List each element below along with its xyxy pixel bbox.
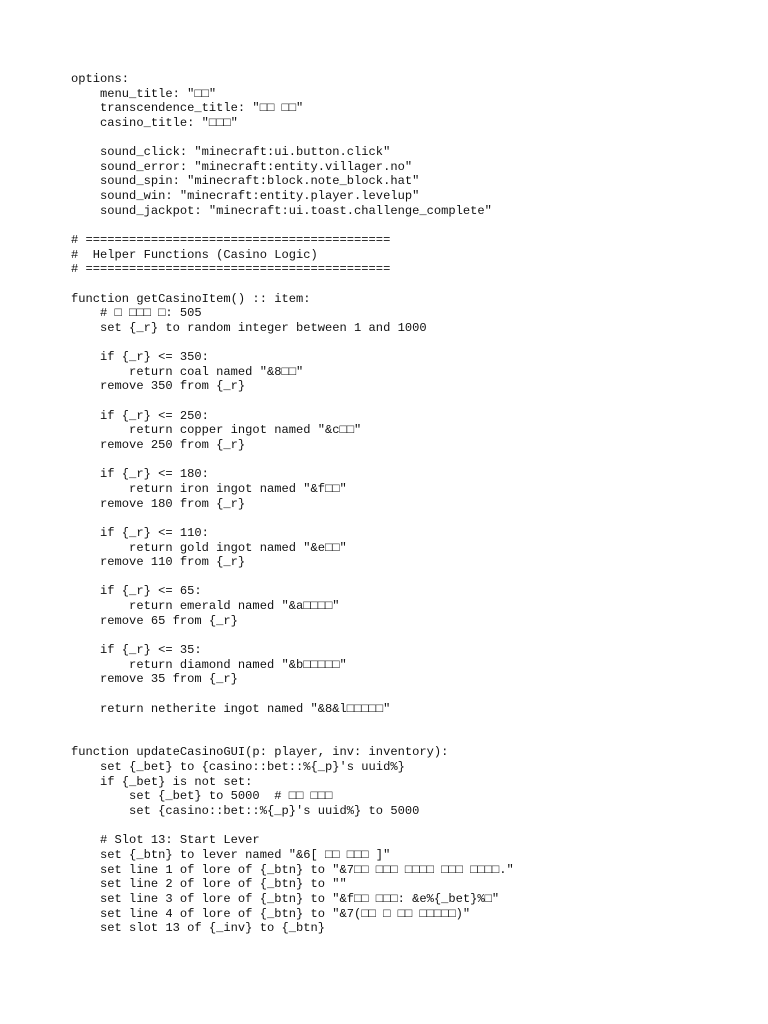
code-line: remove 350 from {_r} xyxy=(71,379,246,394)
code-line: # Slot 13: Start Lever xyxy=(71,833,260,848)
code-line: return coal named "&8□□" xyxy=(71,364,304,379)
code-line: set line 3 of lore of {_btn} to "&f□□ □□□: &e%{_bet}%□" xyxy=(71,891,500,906)
code-line: # ========================================== xyxy=(71,262,391,277)
code-line: if {_r} <= 65: xyxy=(71,584,202,599)
code-line: if {_r} <= 110: xyxy=(71,525,209,540)
code-line: if {_r} <= 250: xyxy=(71,408,209,423)
code-line xyxy=(71,394,514,409)
code-line: remove 65 from {_r} xyxy=(71,613,238,628)
code-line: # □ □□□ □: 505 xyxy=(71,306,202,321)
code-line: set {_r} to random integer between 1 and 1000 xyxy=(71,320,427,335)
code-line xyxy=(71,511,514,526)
code-line: function getCasinoItem() :: item: xyxy=(71,291,311,306)
code-line: sound_spin: "minecraft:block.note_block.hat" xyxy=(71,174,420,189)
code-line: set {_bet} to 5000 # □□ □□□ xyxy=(71,789,333,804)
code-line: set {_btn} to lever named "&6[ □□ □□□ ]" xyxy=(71,847,391,862)
code-line: sound_jackpot: "minecraft:ui.toast.challenge_complete" xyxy=(71,203,492,218)
code-line: transcendence_title: "□□ □□" xyxy=(71,101,304,116)
code-line xyxy=(71,131,514,146)
code-line: set {_bet} to {casino::bet::%{_p}'s uuid%} xyxy=(71,760,405,775)
code-line: return copper ingot named "&c□□" xyxy=(71,423,362,438)
code-line: set {casino::bet::%{_p}'s uuid%} to 5000 xyxy=(71,804,420,819)
code-line xyxy=(71,218,514,233)
code-line: return emerald named "&a□□□□" xyxy=(71,599,340,614)
code-line: remove 180 from {_r} xyxy=(71,496,246,511)
code-line: set slot 13 of {_inv} to {_btn} xyxy=(71,921,326,936)
code-line: set line 2 of lore of {_btn} to "" xyxy=(71,877,347,892)
code-line: remove 35 from {_r} xyxy=(71,672,238,687)
code-line: if {_r} <= 350: xyxy=(71,350,209,365)
code-line xyxy=(71,731,514,746)
code-line: # ========================================== xyxy=(71,233,391,248)
code-listing xyxy=(71,72,514,936)
code-line: return netherite ingot named "&8&l□□□□□" xyxy=(71,701,391,716)
code-line: function updateCasinoGUI(p: player, inv: inventory): xyxy=(71,745,449,760)
code-line: return diamond named "&b□□□□□" xyxy=(71,657,347,672)
code-line: if {_r} <= 180: xyxy=(71,467,209,482)
code-line xyxy=(71,819,514,834)
code-line xyxy=(71,453,514,468)
code-line: if {_r} <= 35: xyxy=(71,642,202,657)
code-line: menu_title: "□□" xyxy=(71,86,217,101)
code-line xyxy=(71,687,514,702)
code-line xyxy=(71,628,514,643)
code-line: return iron ingot named "&f□□" xyxy=(71,481,347,496)
code-line: return gold ingot named "&e□□" xyxy=(71,540,347,555)
code-line: if {_bet} is not set: xyxy=(71,774,253,789)
code-line: # Helper Functions (Casino Logic) xyxy=(71,247,318,262)
code-line xyxy=(71,716,514,731)
code-line: sound_win: "minecraft:entity.player.levelup" xyxy=(71,189,420,204)
code-line: remove 250 from {_r} xyxy=(71,438,246,453)
code-line: set line 4 of lore of {_btn} to "&7(□□ □ □□ □□□□□)" xyxy=(71,906,471,921)
code-line xyxy=(71,336,514,351)
code-line: casino_title: "□□□" xyxy=(71,115,238,130)
code-line: set line 1 of lore of {_btn} to "&7□□ □□□ □□□□ □□□ □□□□." xyxy=(71,862,514,877)
code-line: remove 110 from {_r} xyxy=(71,555,246,570)
code-line: options: xyxy=(71,72,130,86)
code-line xyxy=(71,277,514,292)
code-line: sound_click: "minecraft:ui.button.click" xyxy=(71,145,391,160)
code-line xyxy=(71,570,514,585)
code-line: sound_error: "minecraft:entity.villager.no" xyxy=(71,159,413,174)
